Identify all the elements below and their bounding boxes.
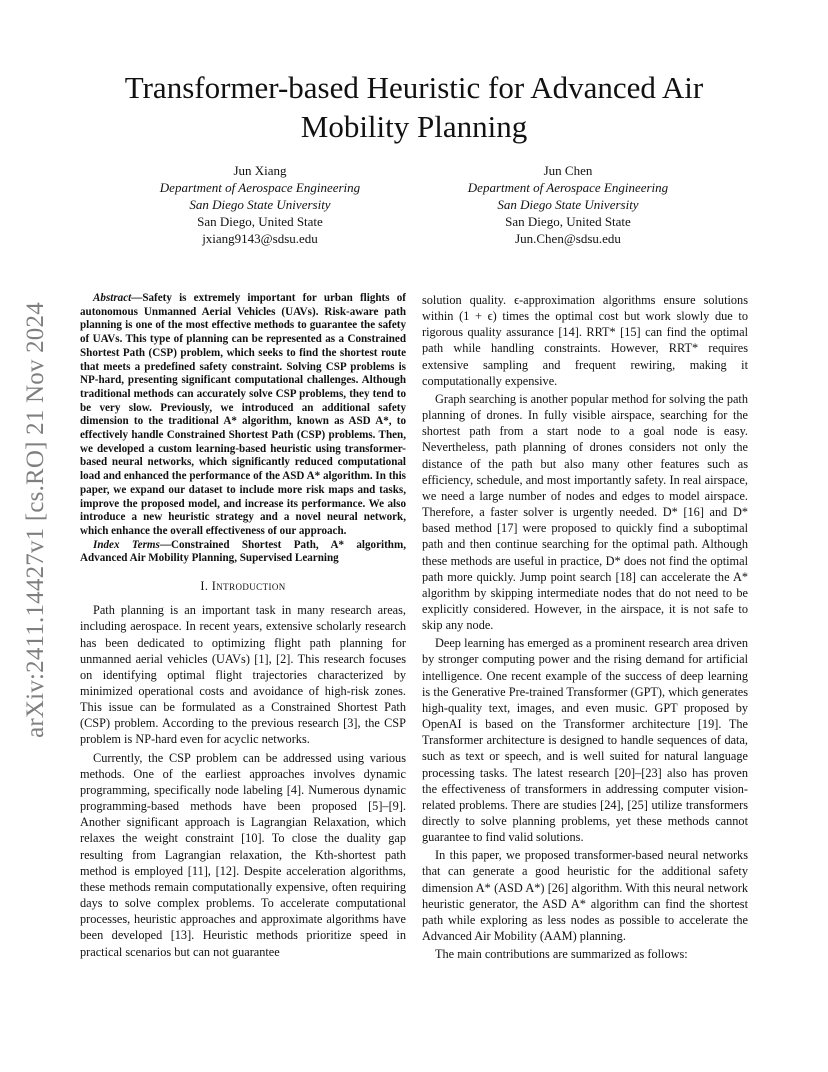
section-heading-introduction [80, 578, 406, 594]
body-paragraph: Graph searching is another popular method for solving the path planning of drones. In fully visible airspace, searching for the shortest path from a start node to a goal node is easy. Nevertheless, path planning of drones considers not only the distance of the path but also many other features such as efficiency, schedule, and most importantly safety. In real airspace, we need a large number of nodes and edges to model airspace. Therefore, a faster solver is urgently needed. D* [16] and D* based method [17] were proposed to quickly find a suboptimal path and then continue searching for the optimal path. Although these methods are useful in practice, D* does not find the optimal path more quickly. Jump point search [18] can accelerate the A* algorithm by skipping intermediate nodes that do not need to be explicitly considered. However, in the airspace, it is not safe to skip any node. [422, 391, 748, 633]
author-location: San Diego, United State [197, 214, 323, 229]
section-title: Introduction [211, 579, 286, 594]
author-email[interactable]: jxiang9143@sdsu.edu [202, 231, 318, 246]
left-column [80, 292, 406, 960]
author-location: San Diego, United State [505, 214, 631, 229]
body-paragraph: Currently, the CSP problem can be addressed using various methods. One of the earliest approaches involves dynamic programming, specifically node labeling [4]. Numerous dynamic programming-based methods have been proposed [5]–[9]. Another significant approach is Lagrangian Relaxation, which relaxes the weight constraint [10]. To close the duality gap resulting from Lagrangian relaxation, the Kth-shortest path method is employed [11], [12]. Despite acceleration algorithms, these methods remain computationally expensive, often requiring days to solve complex problems. To accelerate computational processes, heuristic approaches and approximate algorithms have been developed [13]. Heuristic methods prioritize speed in practical scenarios but can not guarantee [80, 750, 406, 959]
arxiv-identifier[interactable]: arXiv:2411.14427v1 [cs.RO] 21 Nov 2024 [22, 302, 49, 738]
author-department: Department of Aerospace Engineering [159, 180, 361, 195]
arxiv-stamp[interactable] [20, 282, 52, 758]
body-paragraph: In this paper, we proposed transformer-based neural networks that can generate a good heuristic for the additional safety dimension A* (ASD A*) [26] algorithm. With this neural network heuristic generator, the ASD A* algorithm can find the shortest path while exploring as less nodes as possible to accelerate the Advanced Air Mobility (AAM) planning. [422, 848, 748, 944]
author-name: Jun Xiang [233, 163, 287, 178]
paper-title: Transformer-based Heuristic for Advanced Air Mobility Planning [124, 70, 704, 144]
right-column [422, 292, 748, 962]
body-paragraph: Path planning is an important task in many research areas, including aerospace. In recent years, extensive scholarly research has been dedicated to optimizing flight path planning for unmanned aerial vehicles (UAVs) [1], [2]. This research focuses on identifying optimal flight trajectories characterized by minimized operational costs and avoidance of high-risk zones. This issue can be formulated as a Constrained Shortest Path (CSP) problem. According to the previous research [3], the CSP problem is NP-hard even for acyclic networks. [80, 603, 406, 747]
body-paragraph: The main contributions are summarized as follows: [435, 947, 688, 962]
author-name: Jun Chen [543, 163, 593, 178]
abstract-label: Abstract [93, 292, 132, 304]
author-department: Department of Aerospace Engineering [467, 180, 669, 195]
author-university: San Diego State University [497, 197, 639, 212]
abstract [80, 292, 406, 539]
index-terms-text: —Constrained Shortest Path, A* algorithm, Advanced Air Mobility Planning, Supervised Learning [80, 538, 406, 565]
index-terms [80, 539, 406, 566]
body-paragraph: Deep learning has emerged as a prominent research area driven by stronger computing power and the rising demand for artificial intelligence. One recent example of the success of deep learning is the Generative Pre-trained Transformer (GPT), which generates high-quality text, images, and even music. GPT proposed by OpenAI is based on the Transformer architecture [19]. The Transformer architecture is designed to handle sequences of data, such as text or speech, and is well suited for natural language processing tasks. The latest research [20]–[23] also has proven the effectiveness of transformers in addressing computer vision-related problems. There are studies [24], [25] utilize transformers directly to solve planning problems, yet these methods cannot guarantee to find valid solutions. [422, 636, 748, 845]
index-terms-label: Index Terms [93, 538, 160, 551]
author-university: San Diego State University [189, 197, 331, 212]
author-block-2 [418, 162, 718, 247]
section-number: I. [200, 579, 212, 594]
abstract-text: —Safety is extremely important for urban flights of autonomous Unmanned Aerial Vehicles (UAVs). Risk-aware path planning is one of the most effective methods to guarantee the safety of UAVs. This type of planning can be represented as a Constrained Shortest Path (CSP) problem, which seeks to find the shortest route that meets a predefined safety constraint. Solving CSP problems is NP-hard, presenting significant computational challenges. Although traditional methods can accurately solve CSP problems, they tend to be very slow. Previously, we introduced an additional safety dimension to the traditional A* algorithm, known as ASD A*, to effectively handle Constrained Shortest Path (CSP) problems. Then, we developed a custom learning-based heuristic using transformer-based neural networks, which significantly reduced computational load and enhanced the performance of the ASD A* algorithm. In this paper, we expand our dataset to include more risk maps and tasks, improve the proposed model, and increase its performance. We also introduce a new heuristic strategy and a novel neural network, which enhance the overall effectiveness of our approach. [80, 292, 406, 537]
body-paragraph: solution quality. ϵ-approximation algorithms ensure solutions within (1 + ϵ) times the optimal cost but work slowly due to rigorous quality assurance [14]. RRT* [15] can find the optimal path while handling constraints. However, RRT* requires extensive sampling and frequent rewiring, making it computationally expensive. [422, 293, 748, 388]
author-email[interactable]: Jun.Chen@sdsu.edu [515, 231, 621, 246]
author-block-1 [110, 162, 410, 247]
